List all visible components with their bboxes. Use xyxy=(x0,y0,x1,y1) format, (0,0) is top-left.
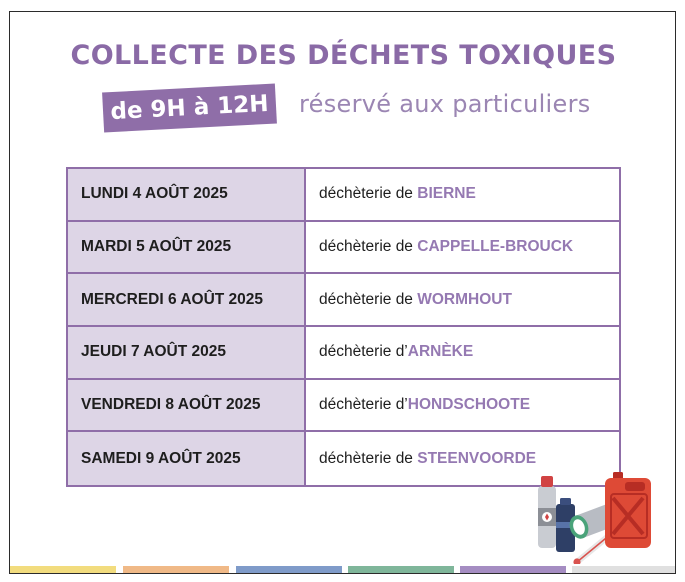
date-cell: MARDI 5 AOÛT 2025 xyxy=(68,222,306,273)
footer-color-bar xyxy=(123,566,229,574)
place-prefix: déchèterie de xyxy=(319,449,418,467)
place-prefix: déchèterie de xyxy=(319,185,418,203)
place-name: STEENVOORDE xyxy=(417,449,537,467)
place-name: HONDSCHOOTE xyxy=(407,396,531,414)
place-cell xyxy=(306,327,619,378)
date-cell: LUNDI 4 AOÛT 2025 xyxy=(68,169,306,220)
spray-can-icon xyxy=(538,476,556,548)
date-cell: SAMEDI 9 AOÛT 2025 xyxy=(68,432,306,485)
table-row xyxy=(68,327,619,380)
hours-badge: de 9H à 12H xyxy=(102,84,277,133)
date-cell: MERCREDI 6 AOÛT 2025 xyxy=(68,274,306,325)
place-prefix: déchèterie de xyxy=(319,238,418,256)
place-prefix: déchèterie de xyxy=(319,290,418,308)
place-cell xyxy=(306,274,619,325)
place-name: CAPPELLE-BROUCK xyxy=(417,238,574,256)
table-row xyxy=(68,169,619,222)
place-prefix: déchèterie d’ xyxy=(319,343,408,361)
footer-color-bar xyxy=(236,566,342,574)
toxic-waste-illustration xyxy=(525,464,655,564)
schedule-table xyxy=(66,167,621,487)
footer-color-bar xyxy=(572,566,676,574)
page-title: COLLECTE DES DÉCHETS TOXIQUES xyxy=(70,40,617,71)
date-cell: JEUDI 7 AOÛT 2025 xyxy=(68,327,306,378)
place-name: WORMHOUT xyxy=(417,290,512,308)
table-row xyxy=(68,222,619,275)
place-cell xyxy=(306,169,619,220)
footer-color-bar xyxy=(10,566,116,574)
table-row xyxy=(68,380,619,433)
place-prefix: déchèterie d’ xyxy=(319,396,408,414)
footer-color-bar xyxy=(348,566,454,574)
place-cell xyxy=(306,380,619,431)
table-row xyxy=(68,274,619,327)
poster xyxy=(9,11,676,574)
subtitle: réservé aux particuliers xyxy=(299,90,591,118)
footer-color-bar xyxy=(460,566,566,574)
jerrycan-icon xyxy=(605,472,651,548)
date-cell: VENDREDI 8 AOÛT 2025 xyxy=(68,380,306,431)
place-cell xyxy=(306,222,619,273)
place-name: BIERNE xyxy=(417,185,476,203)
place-name: ARNÈKE xyxy=(407,343,474,361)
